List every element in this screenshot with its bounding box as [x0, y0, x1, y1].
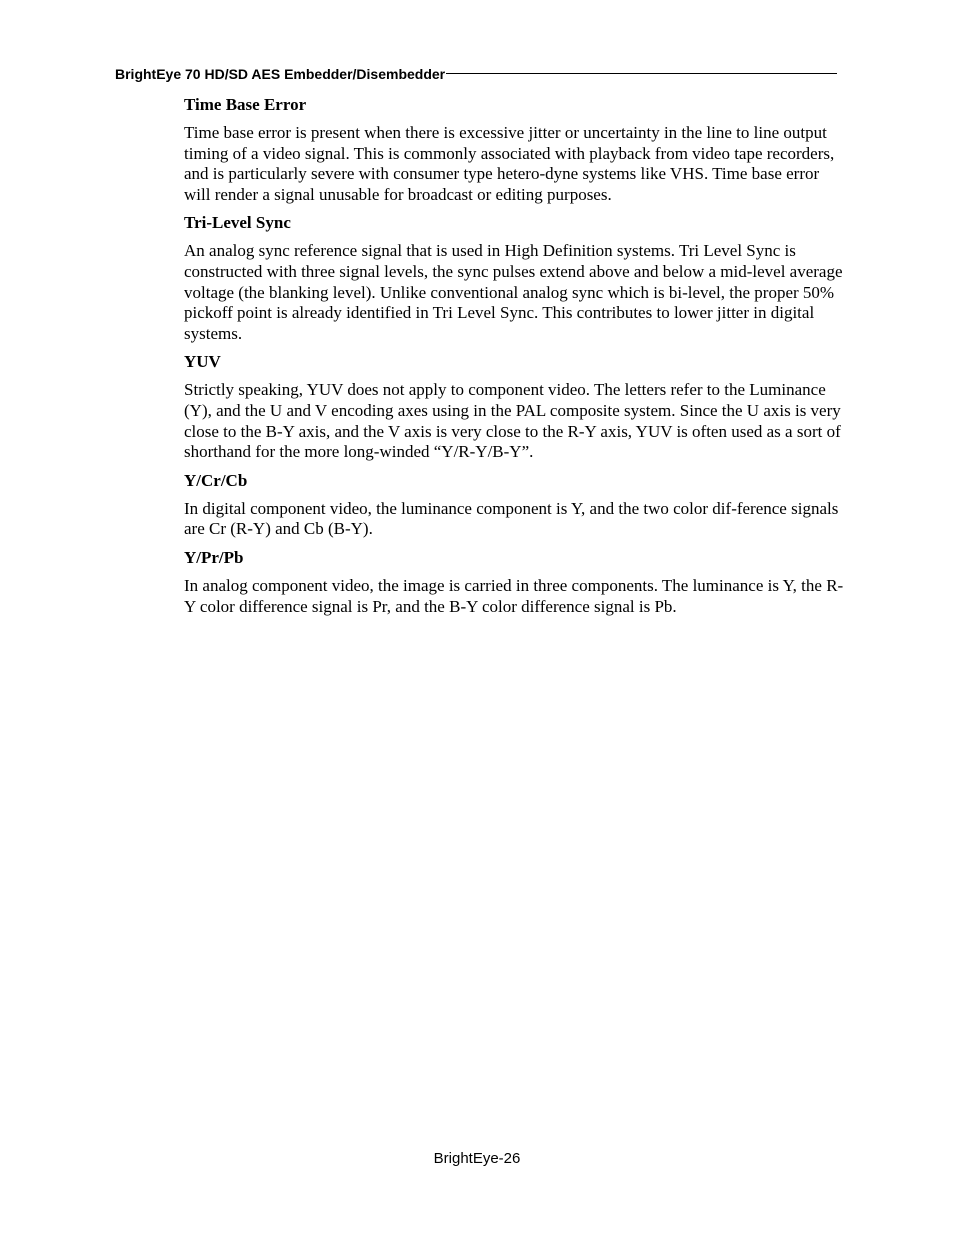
- header-rule: [446, 73, 837, 74]
- page-number: BrightEye-26: [433, 1150, 521, 1167]
- section-body: In analog component video, the image is carried in three components. The luminance is Y, the R-Y color difference signal is Pr, and the B-Y color difference signal is Pb.: [184, 575, 844, 616]
- section-time-base-error: [184, 94, 844, 205]
- section-body: In digital component video, the luminance component is Y, and the two color dif-ference signals are Cr (R-Y) and Cb (B-Y).: [184, 498, 839, 539]
- glossary-content: [184, 94, 844, 624]
- section-heading: Y/Pr/Pb: [184, 547, 244, 567]
- section-body: An analog sync reference signal that is used in High Definition systems. Tri Level Sync is constructed with three signal levels, the sync pulses extend above and below a mid-level average voltage (the blanking level). Unlike conventional analog sync which is bi-level, the proper 50% pickoff point is already identified in Tri Level Sync. This contributes to lower jitter in digital systems.: [184, 241, 843, 343]
- section-heading: Y/Cr/Cb: [184, 470, 248, 490]
- section-heading: Tri-Level Sync: [184, 213, 291, 233]
- page-header: [115, 63, 837, 83]
- running-header-title: BrightEye 70 HD/SD AES Embedder/Disembedder: [115, 66, 446, 82]
- section-tri-level-sync: [184, 212, 844, 344]
- section-body: Strictly speaking, YUV does not apply to component video. The letters refer to the Luminance (Y), and the U and V encoding axes using in the PAL composite system. Since the U axis is very close to the B-Y axis, and the V axis is very close to the R-Y axis, YUV is often used as a sort of shorthand for the more long-winded “Y/R-Y/B-Y”.: [184, 380, 841, 462]
- section-yuv: [184, 351, 844, 462]
- section-y-pr-pb: [184, 547, 844, 617]
- section-body: Time base error is present when there is excessive jitter or uncertainty in the line to line output timing of a video signal. This is commonly associated with playback from video tape recorders, and is particularly severe with consumer type hetero-dyne systems like VHS. Time base error will render a signal unusable for broadcast or editing purposes.: [184, 123, 835, 204]
- section-heading: Time Base Error: [184, 95, 307, 114]
- section-y-cr-cb: [184, 470, 844, 540]
- section-heading: YUV: [184, 352, 221, 372]
